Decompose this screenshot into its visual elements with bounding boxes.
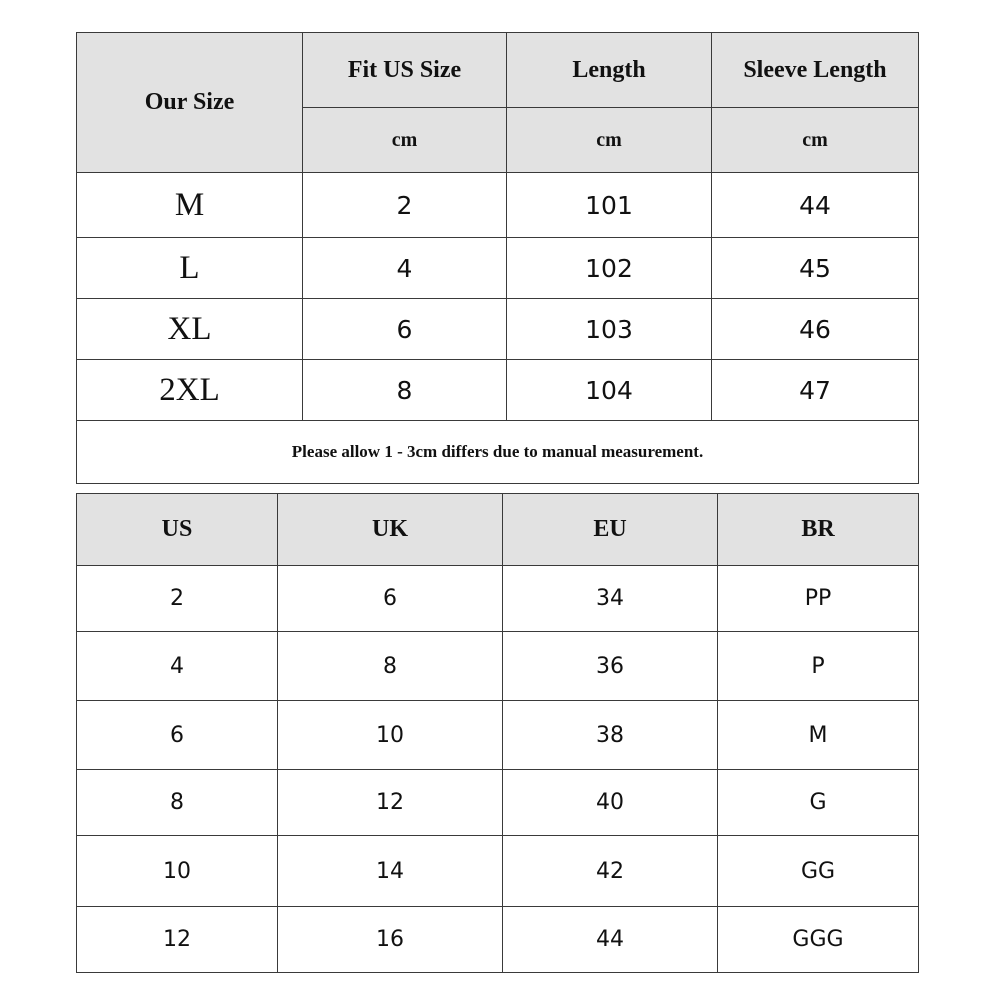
cell-uk: 6: [278, 566, 503, 632]
cell-us: 2: [77, 566, 278, 632]
cell-us: 6: [77, 701, 278, 770]
cell-length: 102: [507, 238, 712, 299]
table-row: [77, 238, 919, 299]
cell-us: 4: [77, 632, 278, 701]
cell-length: 103: [507, 299, 712, 360]
cell-eu: 34: [503, 566, 718, 632]
table-row: [77, 770, 919, 836]
cell-fit-us-size: 2: [303, 173, 507, 238]
cell-our-size: 2XL: [77, 360, 303, 421]
cell-br: G: [718, 770, 919, 836]
cell-uk: 8: [278, 632, 503, 701]
cell-our-size: L: [77, 238, 303, 299]
header-length: Length: [507, 33, 712, 108]
cell-eu: 44: [503, 907, 718, 973]
cell-us: 12: [77, 907, 278, 973]
cell-fit-us-size: 6: [303, 299, 507, 360]
table-row: [77, 907, 919, 973]
cell-us: 8: [77, 770, 278, 836]
cell-br: GGG: [718, 907, 919, 973]
table-row: [77, 632, 919, 701]
unit-sleeve-length: cm: [712, 108, 919, 173]
cell-br: M: [718, 701, 919, 770]
cell-br: PP: [718, 566, 919, 632]
cell-sleeve-length: 46: [712, 299, 919, 360]
cell-our-size: M: [77, 173, 303, 238]
cell-uk: 14: [278, 836, 503, 907]
cell-eu: 38: [503, 701, 718, 770]
header-fit-us-size: Fit US Size: [303, 33, 507, 108]
cell-br: P: [718, 632, 919, 701]
conversion-chart-table: [76, 493, 919, 973]
table-row: [77, 836, 919, 907]
cell-uk: 16: [278, 907, 503, 973]
cell-length: 101: [507, 173, 712, 238]
header-br: BR: [718, 494, 919, 566]
cell-uk: 10: [278, 701, 503, 770]
cell-eu: 42: [503, 836, 718, 907]
unit-fit-us-size: cm: [303, 108, 507, 173]
header-sleeve-length: Sleeve Length: [712, 33, 919, 108]
header-uk: UK: [278, 494, 503, 566]
cell-fit-us-size: 4: [303, 238, 507, 299]
table-row: [77, 173, 919, 238]
cell-us: 10: [77, 836, 278, 907]
cell-sleeve-length: 47: [712, 360, 919, 421]
measurement-note: Please allow 1 - 3cm differs due to manual measurement.: [77, 421, 919, 484]
header-our-size: Our Size: [77, 33, 303, 173]
table-row: [77, 299, 919, 360]
header-eu: EU: [503, 494, 718, 566]
cell-our-size: XL: [77, 299, 303, 360]
table-row: [77, 566, 919, 632]
table-row: [77, 701, 919, 770]
cell-fit-us-size: 8: [303, 360, 507, 421]
cell-br: GG: [718, 836, 919, 907]
table-row: [77, 360, 919, 421]
cell-sleeve-length: 44: [712, 173, 919, 238]
unit-length: cm: [507, 108, 712, 173]
cell-sleeve-length: 45: [712, 238, 919, 299]
cell-eu: 36: [503, 632, 718, 701]
cell-eu: 40: [503, 770, 718, 836]
size-chart-table: [76, 32, 919, 484]
header-us: US: [77, 494, 278, 566]
cell-length: 104: [507, 360, 712, 421]
cell-uk: 12: [278, 770, 503, 836]
